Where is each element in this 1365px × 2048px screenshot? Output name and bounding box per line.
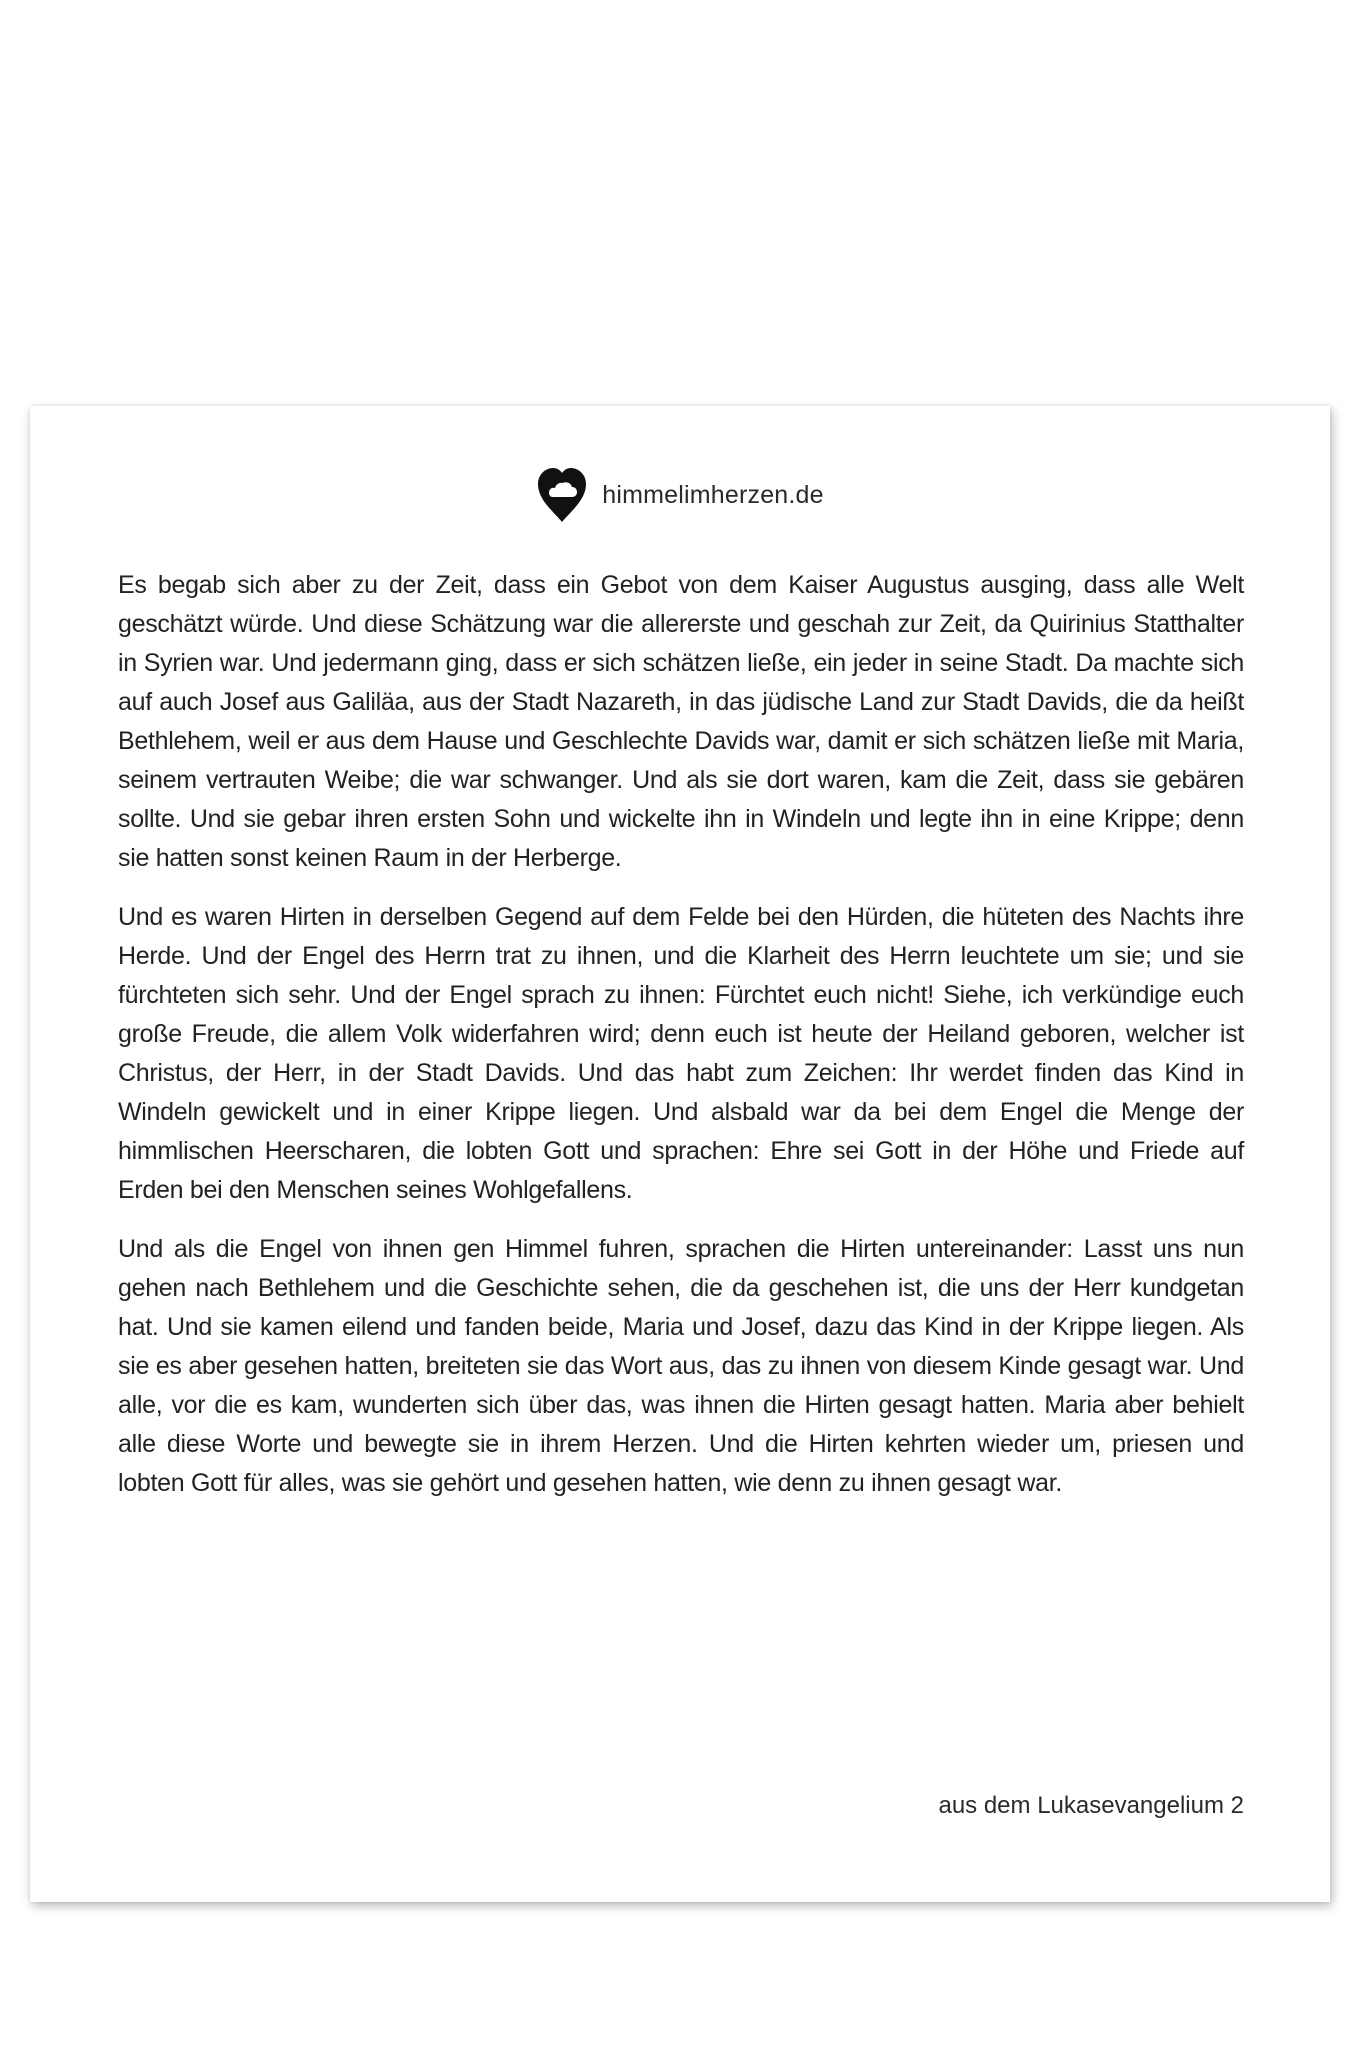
paragraph-3: Und als die Engel von ihnen gen Himmel fuhren, sprachen die Hirten untereinander: Lasst uns nun gehen nach Bethlehem und die Geschichte sehen, die da geschehen ist, die uns der Herr kundgetan hat. Und sie kamen eilend und fanden beide, Maria und Josef, dazu das Kind in der Krippe liegen. Als sie es aber gesehen hatten, breiteten sie das Wort aus, das zu ihnen von diesem Kinde gesagt war. Und alle, vor die es kam, wunderten sich über das, was ihnen die Hirten gesagt hatten. Maria aber behielt alle diese Worte und bewegte sie in ihrem Herzen. Und die Hirten kehrten wieder um, priesen und lobten Gott für alles, was sie gehört und gesehen hatten, wie denn zu ihnen gesagt war. <box>118 1235 1244 1497</box>
paragraph-1: Es begab sich aber zu der Zeit, dass ein Gebot von dem Kaiser Augustus ausging, dass alle Welt geschätzt würde. Und diese Schätzung war die allererste und geschah zur Zeit, da Quirinius Statthalter in Syrien war. Und jedermann ging, dass er sich schätzen ließe, ein jeder in seine Stadt. Da machte sich auf auch Josef aus Galiläa, aus der Stadt Nazareth, in das jüdische Land zur Stadt Davids, die da heißt Bethlehem, weil er aus dem Hause und Geschlechte Davids war, damit er sich schätzen ließe mit Maria, seinem vertrauten Weibe; die war schwanger. Und als sie dort waren, kam die Zeit, dass sie gebären sollte. Und sie gebar ihren ersten Sohn und wickelte ihn in Windeln und legte ihn in eine Krippe; denn sie hatten sonst keinen Raum in der Herberge. <box>118 571 1244 872</box>
brand-name: himmelimherzen.de <box>602 480 824 509</box>
gospel-text <box>118 566 1244 1523</box>
source-citation: aus dem Lukasevangelium 2 <box>938 1792 1244 1819</box>
paragraph-2: Und es waren Hirten in derselben Gegend auf dem Felde bei den Hürden, die hüteten des Nachts ihre Herde. Und der Engel des Herrn trat zu ihnen, und die Klarheit des Herrn leuchtete um sie; und sie fürchteten sich sehr. Und der Engel sprach zu ihnen: Fürchtet euch nicht! Siehe, ich verkündige euch große Freude, die allem Volk widerfahren wird; denn euch ist heute der Heiland geboren, welcher ist Christus, der Herr, in der Stadt Davids. Und das habt zum Zeichen: Ihr werdet finden das Kind in Windeln gewickelt und in einer Krippe liegen. Und alsbald war da bei dem Engel die Menge der himmlischen Heerscharen, die lobten Gott und sprachen: Ehre sei Gott in der Höhe und Friede auf Erden bei den Menschen seines Wohlgefallens. <box>118 903 1244 1204</box>
postcard <box>30 406 1330 1902</box>
brand-header <box>30 466 1330 524</box>
heart-pin-cloud-icon <box>536 466 588 524</box>
